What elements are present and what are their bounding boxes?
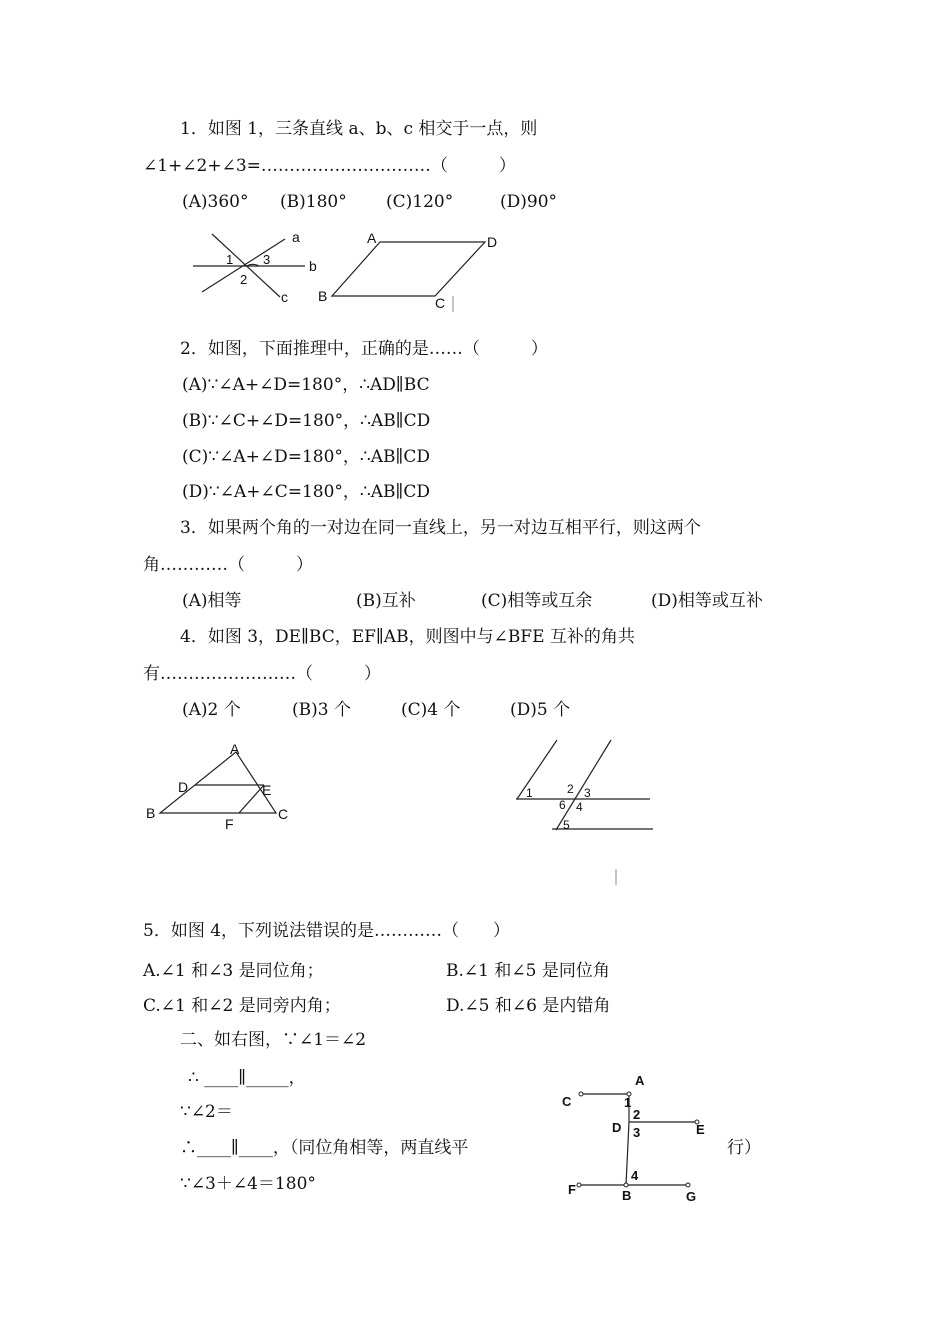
fig5-label-1: 1: [624, 1095, 632, 1110]
fig5-label-c: C: [562, 1094, 572, 1109]
q1-option-c: (C)120°: [386, 192, 454, 212]
q2-option-b: (B)∵∠C+∠D=180°，∴AB∥CD: [182, 411, 431, 431]
q2-option-d: (D)∵∠A+∠C=180°，∴AB∥CD: [182, 482, 430, 502]
fig5-label-3: 3: [633, 1125, 641, 1140]
q2-option-c: (C)∵∠A+∠D=180°，∴AB∥CD: [182, 447, 430, 467]
q4-option-a: (A)2 个: [182, 700, 241, 720]
figure-5-proof-diagram: [555, 1065, 715, 1210]
fig3-label-c: C: [278, 806, 289, 822]
q3-option-c: (C)相等或互余: [481, 591, 593, 611]
fig5-label-e: E: [696, 1122, 705, 1137]
q3-option-b: (B)互补: [356, 591, 416, 611]
q1-option-a: (A)360°: [182, 192, 249, 212]
fig1-label-2: 2: [240, 272, 248, 287]
fig1-label-b: b: [309, 258, 317, 274]
figure-2-parallelogram: [315, 228, 505, 318]
fig1-label-3: 3: [263, 252, 271, 267]
fig2-label-d: D: [487, 234, 498, 250]
fig1-label-a: a: [292, 229, 300, 245]
fig4-label-2: 2: [567, 782, 574, 796]
part2-line-2: ∴ ____∥_____，: [188, 1068, 306, 1088]
fig4-label-6: 6: [559, 798, 566, 812]
part2-line-1: 二、如右图，∵∠1＝∠2: [180, 1030, 367, 1050]
fig5-label-g: G: [686, 1189, 697, 1204]
q5-option-c: C.∠1 和∠2 是同旁内角；: [143, 996, 341, 1016]
q4-option-c: (C)4 个: [401, 700, 461, 720]
figure-4-parallel-transversals: [510, 735, 660, 890]
fig3-label-f: F: [225, 816, 234, 832]
part2-line-4: ∴____∥____，（同位角相等，两直线平: [180, 1138, 469, 1158]
fig3-label-e: E: [262, 782, 272, 798]
figure-1-concurrent-lines: [185, 225, 328, 310]
q3-stem-continued: 角…………（ ）: [143, 555, 313, 575]
fig4-label-3: 3: [584, 786, 591, 800]
q2-stem: 2．如图，下面推理中，正确的是……（ ）: [180, 339, 548, 359]
fig1-label-1: 1: [226, 252, 234, 267]
fig3-label-a: A: [230, 741, 240, 757]
q3-stem: 3．如果两个角的一对边在同一直线上，另一对边互相平行，则这两个: [180, 518, 701, 538]
part2-line-3: ∵∠2＝: [180, 1102, 233, 1122]
fig4-label-1: 1: [526, 786, 533, 800]
q5-option-d: D.∠5 和∠6 是内错角: [446, 996, 611, 1016]
q5-stem: 5．如图 4，下列说法错误的是…………（ ）: [143, 921, 511, 941]
fig2-label-b: B: [318, 288, 328, 304]
q1-option-b: (B)180°: [280, 192, 347, 212]
q1-stem: 1．如图 1，三条直线 a、b、c 相交于一点，则: [180, 119, 538, 139]
q4-stem: 4．如图 3，DE∥BC，EF∥AB，则图中与∠BFE 互补的角共: [180, 627, 635, 647]
q5-option-a: A.∠1 和∠3 是同位角；: [143, 961, 324, 981]
figure-3-triangle: [140, 740, 300, 835]
q3-option-d: (D)相等或互补: [651, 591, 763, 611]
fig5-label-d: D: [612, 1120, 622, 1135]
fig5-label-2: 2: [633, 1107, 641, 1122]
q4-option-b: (B)3 个: [292, 700, 351, 720]
q4-stem-continued: 有……………………（ ）: [143, 664, 381, 684]
fig5-label-b: B: [622, 1188, 632, 1203]
fig5-label-4: 4: [631, 1168, 639, 1183]
q5-option-b: B.∠1 和∠5 是同位角: [446, 961, 610, 981]
q1-option-d: (D)90°: [500, 192, 558, 212]
fig5-label-a: A: [635, 1073, 645, 1088]
fig3-label-b: B: [146, 805, 156, 821]
q1-stem-continued: ∠1+∠2+∠3=…………………………（ ）: [143, 156, 516, 176]
fig2-label-c: C: [435, 295, 446, 311]
q4-option-d: (D)5 个: [510, 700, 571, 720]
fig4-label-5: 5: [563, 818, 570, 832]
part2-line-4-end: 行）: [727, 1138, 761, 1158]
fig5-label-f: F: [568, 1182, 576, 1197]
fig1-label-c: c: [281, 289, 288, 305]
fig2-label-a: A: [367, 230, 377, 246]
fig4-label-4: 4: [576, 800, 583, 814]
q2-option-a: (A)∵∠A+∠D=180°，∴AD∥BC: [182, 375, 430, 395]
fig3-label-d: D: [178, 779, 189, 795]
q3-option-a: (A)相等: [182, 591, 242, 611]
part2-line-5: ∵∠3＋∠4＝180°: [180, 1174, 316, 1194]
